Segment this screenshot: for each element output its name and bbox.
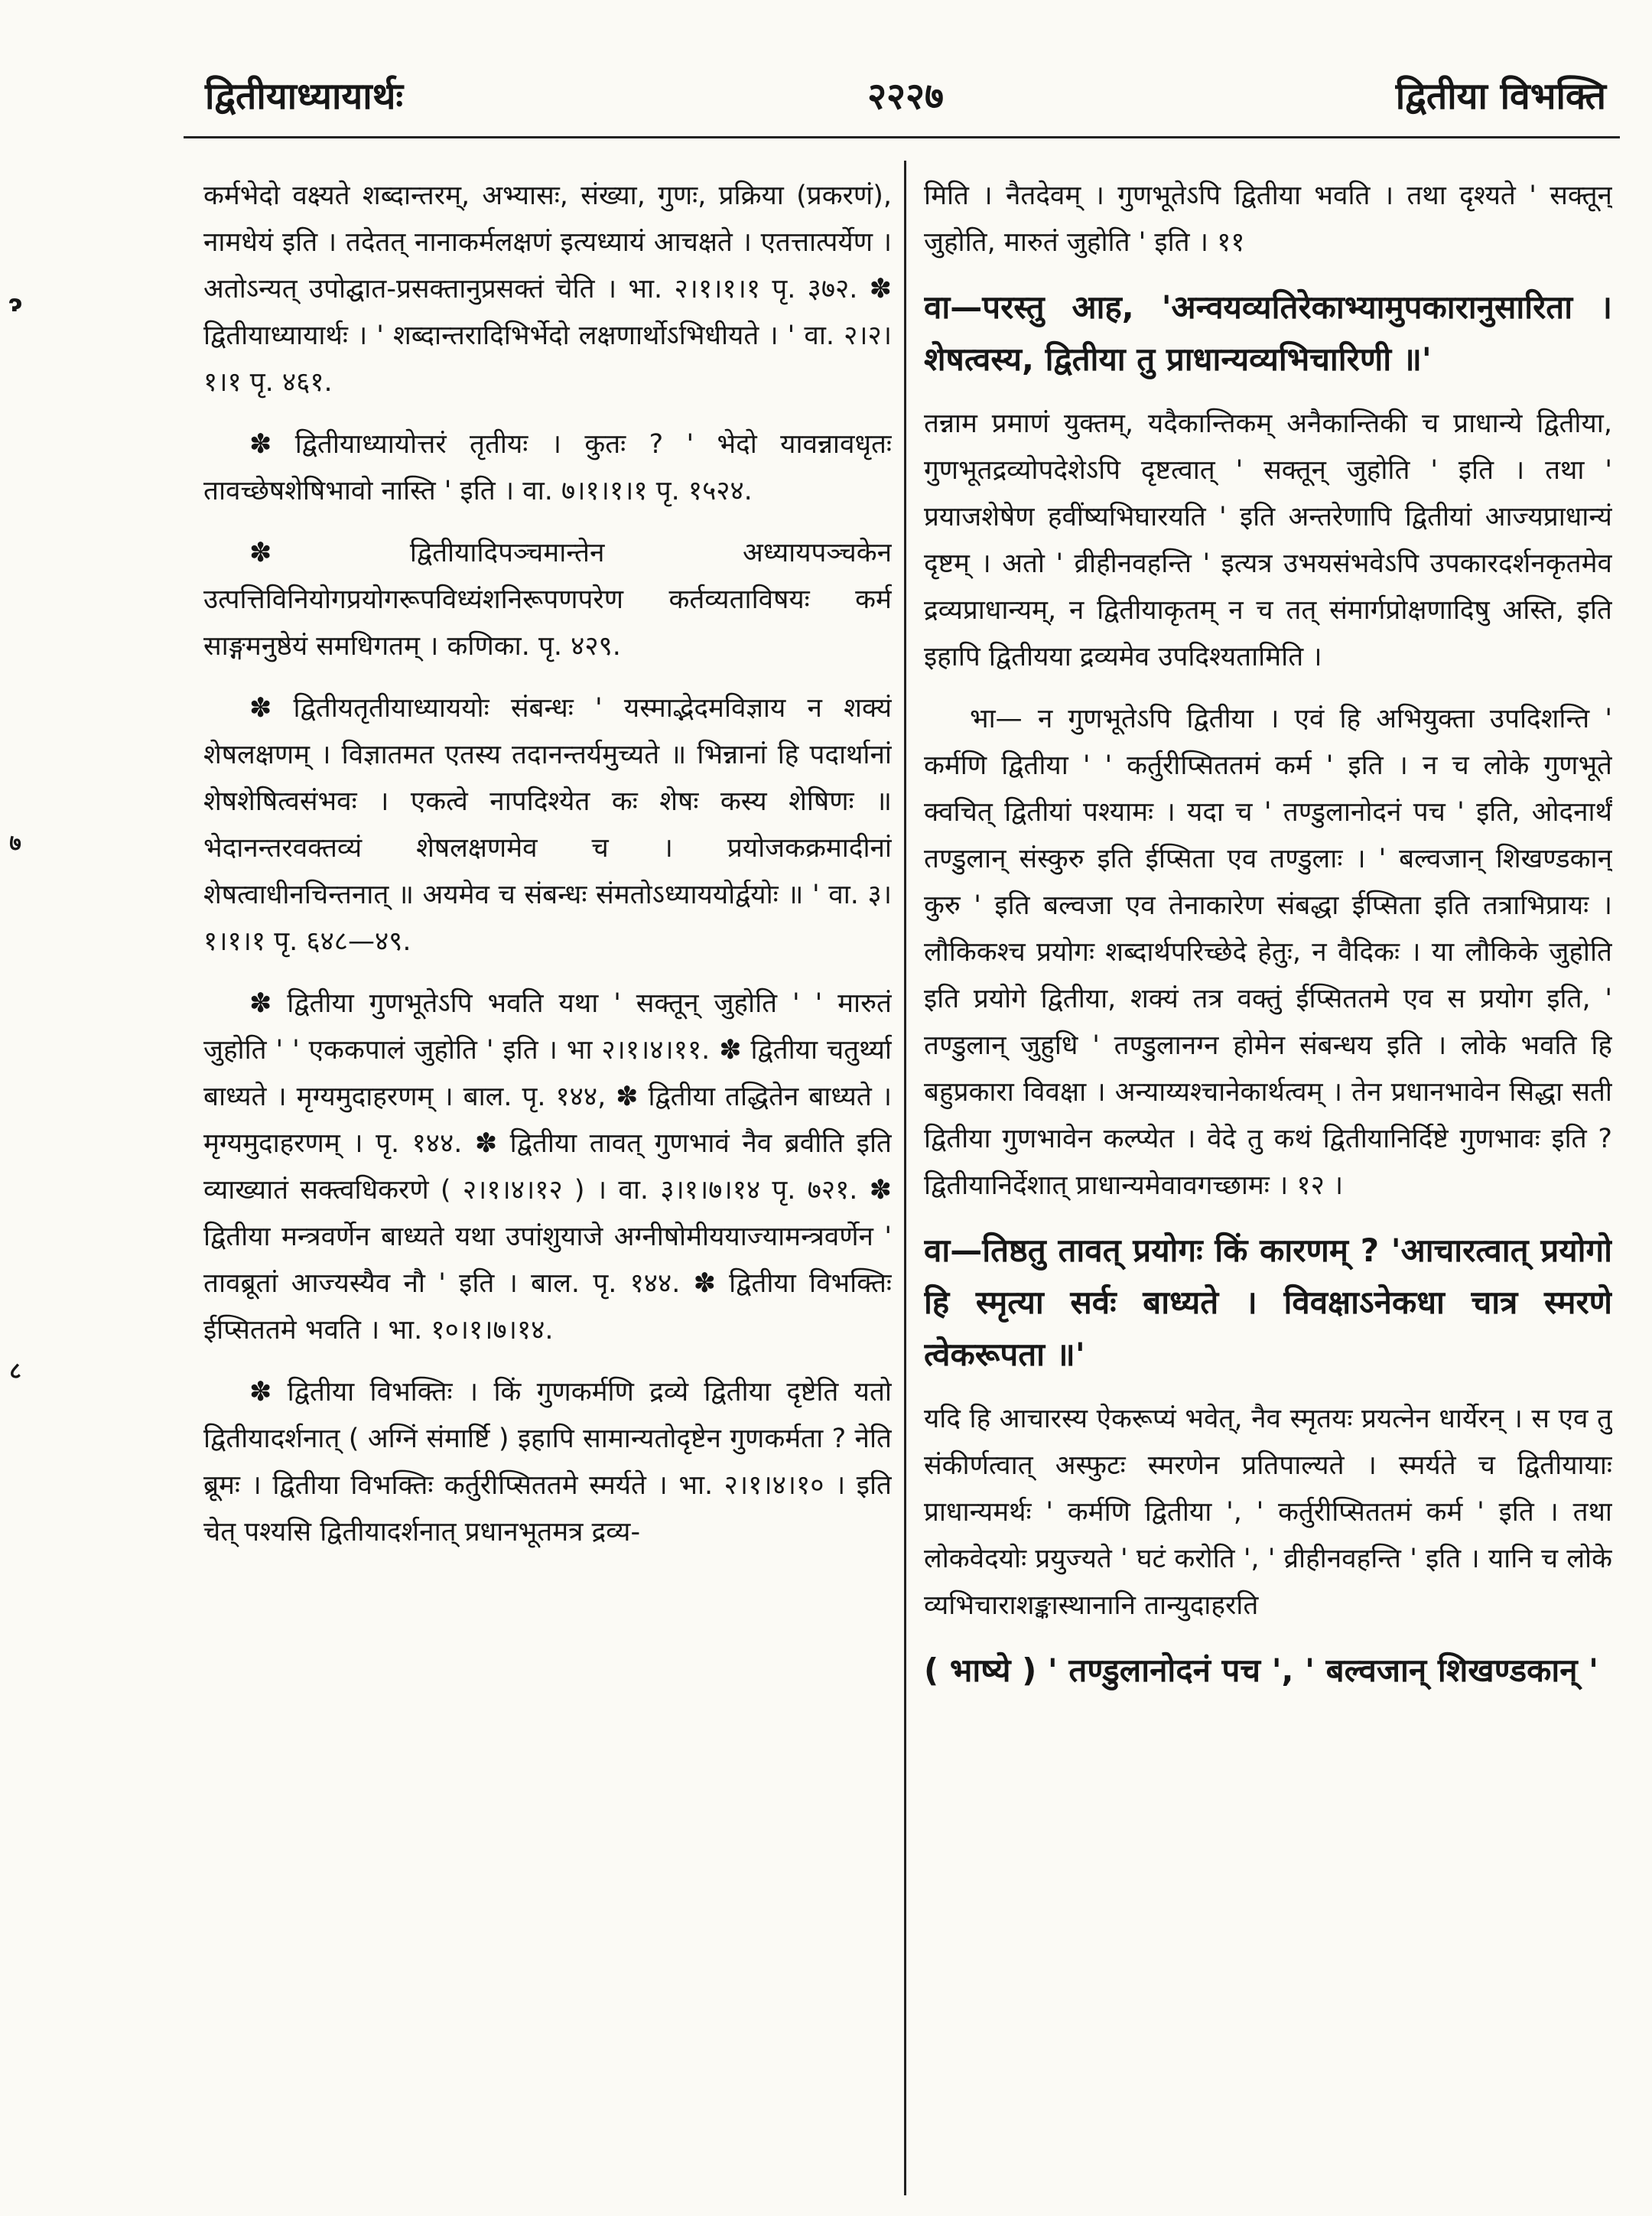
entry-paragraph: ✽ द्वितीयादिपञ्चमान्तेन अध्यायपञ्चकेन उत्पत्तिविनियोगप्रयोगरूपविध्यंशनिरूपणपरेण कर्तव्यताविषयः कर्म साङ्गमनुष्ठेयं समधिगतम् । कणिका. पृ. ४२९. xyxy=(203,538,892,662)
margin-mark: ७ xyxy=(9,830,21,857)
entry-paragraph: ✽ द्वितीया विभक्तिः । किं गुणकर्मणि द्रव्ये द्वितीया दृष्टेति यतो द्वितीयादर्शनात् ( अग्निं संमार्ष्टि ) इहापि सामान्यतोदृष्टेन गुणकर्मता ? नेति ब्रूमः । द्वितीया विभक्तिः कर्तुरीप्सिततमे स्मर्यते । भा. २।१।४।१० । इति चेत् पश्यसि द्वितीयादर्शनात् प्रधानभूतमत्र द्रव्य- xyxy=(203,1377,892,1547)
right-column xyxy=(924,173,1612,2200)
column-divider xyxy=(904,161,906,2195)
vartika-verse: वा—परस्तु आह, 'अन्वयव्यतिरेकाभ्यामुपकारानुसारिता । शेषत्वस्य, द्वितीया तु प्राधान्यव्यभिचारिणी ॥' xyxy=(924,288,1612,378)
entry-paragraph: मिति । नैतदेवम् । गुणभूतेऽपि द्वितीया भवति । तथा दृश्यते ' सक्तून् जुहोति, मारुतं जुहोति ' इति । ११ xyxy=(924,181,1612,258)
bhashya-paragraph: भा— न गुणभूतेऽपि द्वितीया । एवं हि अभियुक्ता उपदिशन्ति ' कर्मणि द्वितीया ' ' कर्तुरीप्सिततमं कर्म ' इति । न च लोके गुणभूते क्वचित् द्वितीयां पश्यामः । यदा च ' तण्डुलानोदनं पच ' इति, ओदनार्थं तण्डुलान् संस्कुरु इति ईप्सिता एव तण्डुलाः । ' बल्वजान् शिखण्डकान् कुरु ' इति बल्वजा एव तेनाकारेण संबद्धा ईप्सिता इति तत्राभिप्रायः । लौकिकश्च प्रयोगः शब्दार्थपरिच्छेदे हेतुः, न वैदिकः । या लौकिके जुहोति इति प्रयोगे द्वितीया, शक्यं तत्र वक्तुं ईप्सिततमे एव स प्रयोग इति, ' तण्डुलान् जुहुधि ' तण्डुलानग्न होमेन संबन्धय इति । लोके भवति हि बहुप्रकारा विवक्षा । अन्याय्यश्चानेकार्थत्वम् । तेन प्रधानभावेन सिद्धा सती द्वितीया गुणभावेन कल्प्येत । वेदे तु कथं द्वितीयानिर्दिष्टे गुणभावः इति ? द्वितीयानिर्देशात् प्राधान्यमेवावगच्छामः । १२ । xyxy=(924,704,1612,1201)
running-header xyxy=(205,70,1606,132)
page-number: २२२७ xyxy=(867,75,944,118)
entry-paragraph: कर्मभेदो वक्ष्यते शब्दान्तरम्, अभ्यासः, संख्या, गुणः, प्रक्रिया (प्रकरणं), नामधेयं इति । तदेतत् नानाकर्मलक्षणं इत्यध्यायं आचक्षते । एतत्तात्पर्येण । अतोऽन्यत् उपोद्घात-प्रसक्तानुप्रसक्तं चेति । भा. २।१।१।१ पृ. ३७२. ✽ द्वितीयाध्यायार्थः । ' शब्दान्तरादिभिर्भेदो लक्षणार्थोऽभिधीयते । ' वा. २।२।१।१ पृ. ४६१. xyxy=(203,181,892,398)
entry-paragraph: यदि हि आचारस्य ऐकरूप्यं भवेत्, नैव स्मृतयः प्रयत्नेन धार्येरन् । स एव तु संकीर्णत्वात् अस्फुटः स्मरणेन प्रतिपाल्यते । स्मर्यते च द्वितीयायाः प्राधान्यमर्थः ' कर्मणि द्वितीया ', ' कर्तुरीप्सिततमं कर्म ' इति । तथा लोकवेदयोः प्रयुज्यते ' घटं करोति ', ' व्रीहीनवहन्ति ' इति । यानि च लोके व्यभिचाराशङ्कास्थानानि तान्युदाहरति xyxy=(924,1404,1612,1621)
header-right-title: द्वितीया विभक्ति xyxy=(1395,75,1606,118)
entry-paragraph: ✽ द्वितीया गुणभूतेऽपि भवति यथा ' सक्तून् जुहोति ' ' मारुतं जुहोति ' ' एककपालं जुहोति ' इति । भा २।१।४।११. ✽ द्वितीया चतुर्थ्या बाध्यते । मृग्यमुदाहरणम् । बाल. पृ. १४४, ✽ द्वितीया तद्धितेन बाध्यते । मृग्यमुदाहरणम् । पृ. १४४. ✽ द्वितीया तावत् गुणभावं नैव ब्रवीति इति व्याख्यातं सक्त्वधिकरणे ( २।१।४।१२ ) । वा. ३।१।७।१४ पृ. ७२१. ✽ द्वितीया मन्त्रवर्णेन बाध्यते यथा उपांशुयाजे अग्नीषोमीययाज्यामन्त्रवर्णेन ' तावब्रूतां आज्यस्यैव नौ ' इति । बाल. पृ. १४४. ✽ द्वितीया विभक्तिः ईप्सिततमे भवति । भा. १०।१।७।१४. xyxy=(203,988,892,1346)
entry-paragraph: तन्नाम प्रमाणं युक्तम्, यदैकान्तिकम् अनैकान्तिकी च प्राधान्ये द्वितीया, गुणभूतद्रव्योपदेशेऽपि दृष्टत्वात् ' सक्तून् जुहोति ' इति । तथा ' प्रयाजशेषेण हवींष्यभिघारयति ' इति अन्तरेणापि द्वितीयां आज्यप्राधान्यं दृष्टम् । अतो ' व्रीहीनवहन्ति ' इत्यत्र उभयसंभवेऽपि उपकारदर्शनकृतमेव द्रव्यप्राधान्यम्, न द्वितीयाकृतम् न च तत् संमार्गप्रोक्षणादिषु अस्ति, इति इहापि द्वितीयया द्रव्यमेव उपदिश्यतामिति । xyxy=(924,408,1612,672)
entry-paragraph: ✽ द्वितीयाध्यायोत्तरं तृतीयः । कुतः ? ' भेदो यावन्नावधृतः तावच्छेषशेषिभावो नास्ति ' इति । वा. ७।१।१।१ पृ. १५२४. xyxy=(203,429,892,506)
vartika-verse: वा—तिष्ठतु तावत् प्रयोगः किं कारणम् ? 'आचारत्वात् प्रयोगो हि स्मृत्या सर्वः बाध्यते । विवक्षाऽनेकधा चात्र स्मरणे त्वेकरूपता ॥' xyxy=(924,1232,1612,1373)
margin-mark: ८ xyxy=(9,1358,21,1385)
header-rule xyxy=(184,136,1620,138)
entry-paragraph: ✽ द्वितीयतृतीयाध्याययोः संबन्धः ' यस्माद्भेदमविज्ञाय न शक्यं शेषलक्षणम् । विज्ञातमत एतस्य तदानन्तर्यमुच्यते ॥ भिन्नानां हि पदार्थानां शेषशेषित्वसंभवः । एकत्वे नापदिश्येत कः शेषः कस्य शेषिणः ॥ भेदानन्तरवक्तव्यं शेषलक्षणमेव च । प्रयोजकक्रमादीनां शेषत्वाधीनचिन्तनात् ॥ अयमेव च संबन्धः संमतोऽध्याययोर्द्वयोः ॥ ' वा. ३।१।१।१ पृ. ६४८—४९. xyxy=(203,693,892,957)
left-column xyxy=(203,173,892,2200)
margin-mark: ɂ xyxy=(8,291,23,317)
header-left-title: द्वितीयाध्यायार्थः xyxy=(205,75,404,118)
bhashya-quote: ( भाष्ये ) ' तण्डुलानोदनं पच ', ' बल्वजान् शिखण्डकान् ' xyxy=(924,1651,1599,1689)
